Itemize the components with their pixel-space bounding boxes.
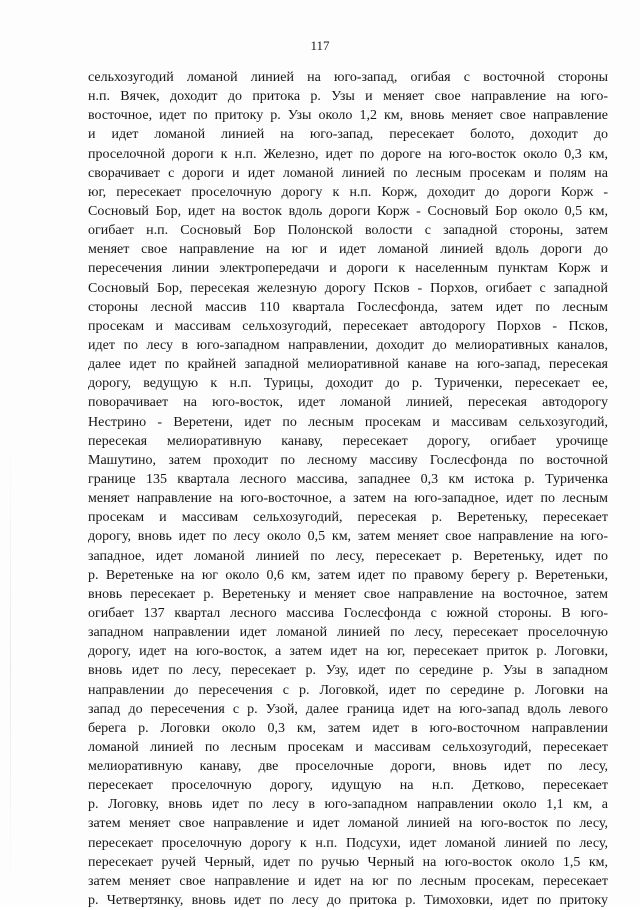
- text-line: Сосновый Бор, пересекая железную дорогу Псков - Порхов, огибает с западной: [88, 280, 608, 296]
- page-number: 117: [310, 38, 330, 53]
- text-line: р. Четвертянку, вновь идет по лесу до притока р. Тимоховки, идет по притоку: [88, 893, 608, 909]
- text-line: меняет направление на юго-восточное, а затем на юго-западное, идет по лесным: [88, 491, 608, 507]
- text-line: огибает н.п. Сосновый Бор Полонской волости с западной стороны, затем: [88, 223, 608, 239]
- text-line: западном направлении идет ломаной линией по лесу, пересекает проселочную: [88, 625, 608, 641]
- text-line: проселочной дороги к н.п. Железно, идет по дороге на юго-восток около 0,3 км,: [88, 146, 608, 162]
- body-text: [88, 68, 608, 910]
- text-line: и идет ломаной линией на юго-запад, пересекает болото, доходит до: [88, 127, 608, 143]
- text-line: дорогу, идет на юго-восток, а затем идет на юг, пересекает приток р. Логовки,: [88, 644, 608, 660]
- text-line: вновь идет по лесу, пересекает р. Узу, идет по середине р. Узы в западном: [88, 663, 608, 679]
- text-line: пересекает ручей Черный, идет по ручью Черный на юго-восток около 1,5 км,: [88, 854, 608, 870]
- text-line: н.п. Вячек, доходит до притока р. Узы и меняет свое направление на юго-: [88, 89, 608, 105]
- text-line: пересекая мелиоративную канаву, пересекает дорогу, огибает урочище: [88, 433, 608, 449]
- text-line: пересекает проселочную дорогу, идущую на н.п. Детково, пересекает: [88, 778, 608, 794]
- text-line: затем меняет свое направление и идет на юг по лесным просекам, пересекает: [88, 873, 608, 889]
- scan-edge-shadow: [10, 430, 11, 900]
- text-line: р. Логовку, вновь идет по лесу в юго-западном направлении около 1,1 км, а: [88, 797, 608, 813]
- text-line: далее идет по крайней западной мелиоративной канаве на юго-запад, пересекая: [88, 357, 608, 373]
- text-line: поворачивает на юго-восток, идет ломаной линией, пересекая автодорогу: [88, 395, 608, 411]
- text-line: идет по лесу в юго-западном направлении, доходит до мелиоративных каналов,: [88, 337, 608, 353]
- text-line: дорогу, вновь идет по лесу около 0,5 км, затем меняет свое направление на юго-: [88, 529, 608, 545]
- text-line: Нестрино - Веретени, идет по лесным просекам и массивам сельхозугодий,: [88, 414, 608, 430]
- text-line: Машутино, затем проходит по лесному массиву Гослесфонда по восточной: [88, 452, 608, 468]
- text-line: огибает 137 квартал лесного массива Гослесфонда с южной стороны. В юго-: [88, 605, 608, 621]
- text-line: р. Веретеньке на юг около 0,6 км, затем идет по правому берегу р. Веретеньки,: [88, 567, 608, 583]
- text-line: пересекает проселочную дорогу к н.п. Подсухи, идет ломаной линией по лесу,: [88, 835, 608, 851]
- text-line: сельхозугодий ломаной линией на юго-запад, огибая с восточной стороны: [88, 70, 608, 85]
- text-line: меняет свое направление на юг и идет ломаной линией вдоль дороги до: [88, 242, 608, 258]
- text-line: затем меняет свое направление и идет ломаной линией на юго-восток по лесу,: [88, 816, 608, 832]
- text-line: дорогу, ведущую к н.п. Турицы, доходит до р. Туриченки, пересекает ее,: [88, 376, 608, 392]
- text-line: берега р. Логовки около 0,3 км, затем идет в юго-восточном направлении: [88, 720, 608, 736]
- text-line: сворачивает с дороги и идет ломаной линией по лесным просекам и полям на: [88, 165, 608, 181]
- text-line: границе 135 квартала лесного массива, западнее 0,3 км истока р. Туриченка: [88, 471, 608, 487]
- text-line: западное, идет ломаной линией по лесу, пересекает р. Веретеньку, идет по: [88, 548, 608, 564]
- text-line: вновь пересекает р. Веретеньку и меняет свое направление на восточное, затем: [88, 586, 608, 602]
- text-line: просекам и массивам сельхозугодий, пересекая р. Веретеньку, пересекает: [88, 510, 608, 526]
- text-line: юг, пересекает проселочную дорогу к н.п. Корж, доходит до дороги Корж -: [88, 184, 608, 200]
- text-line: мелиоративную канаву, две проселочные дороги, вновь идет по лесу,: [88, 759, 608, 775]
- text-line: запад до пересечения с р. Узой, далее граница идет на юго-запад вдоль левого: [88, 701, 608, 717]
- text-line: Сосновый Бор, идет на восток вдоль дороги Корж - Сосновый Бор около 0,5 км,: [88, 203, 608, 219]
- text-line: восточное, идет по притоку р. Узы около 1,2 км, вновь меняет свое направление: [88, 108, 608, 124]
- text-line: стороны лесной массив 110 квартала Гослесфонда, затем идет по лесным: [88, 299, 608, 315]
- text-line: ломаной линией по лесным просекам и массивам сельхозугодий, пересекает: [88, 739, 608, 755]
- text-line: просекам и массивам сельхозугодий, пересекает автодорогу Порхов - Псков,: [88, 318, 608, 334]
- text-line: направлении до пересечения с р. Логовкой, идет по середине р. Логовки на: [88, 682, 608, 698]
- text-line: пересечения линии электропередачи и дороги к населенным пунктам Корж и: [88, 261, 608, 277]
